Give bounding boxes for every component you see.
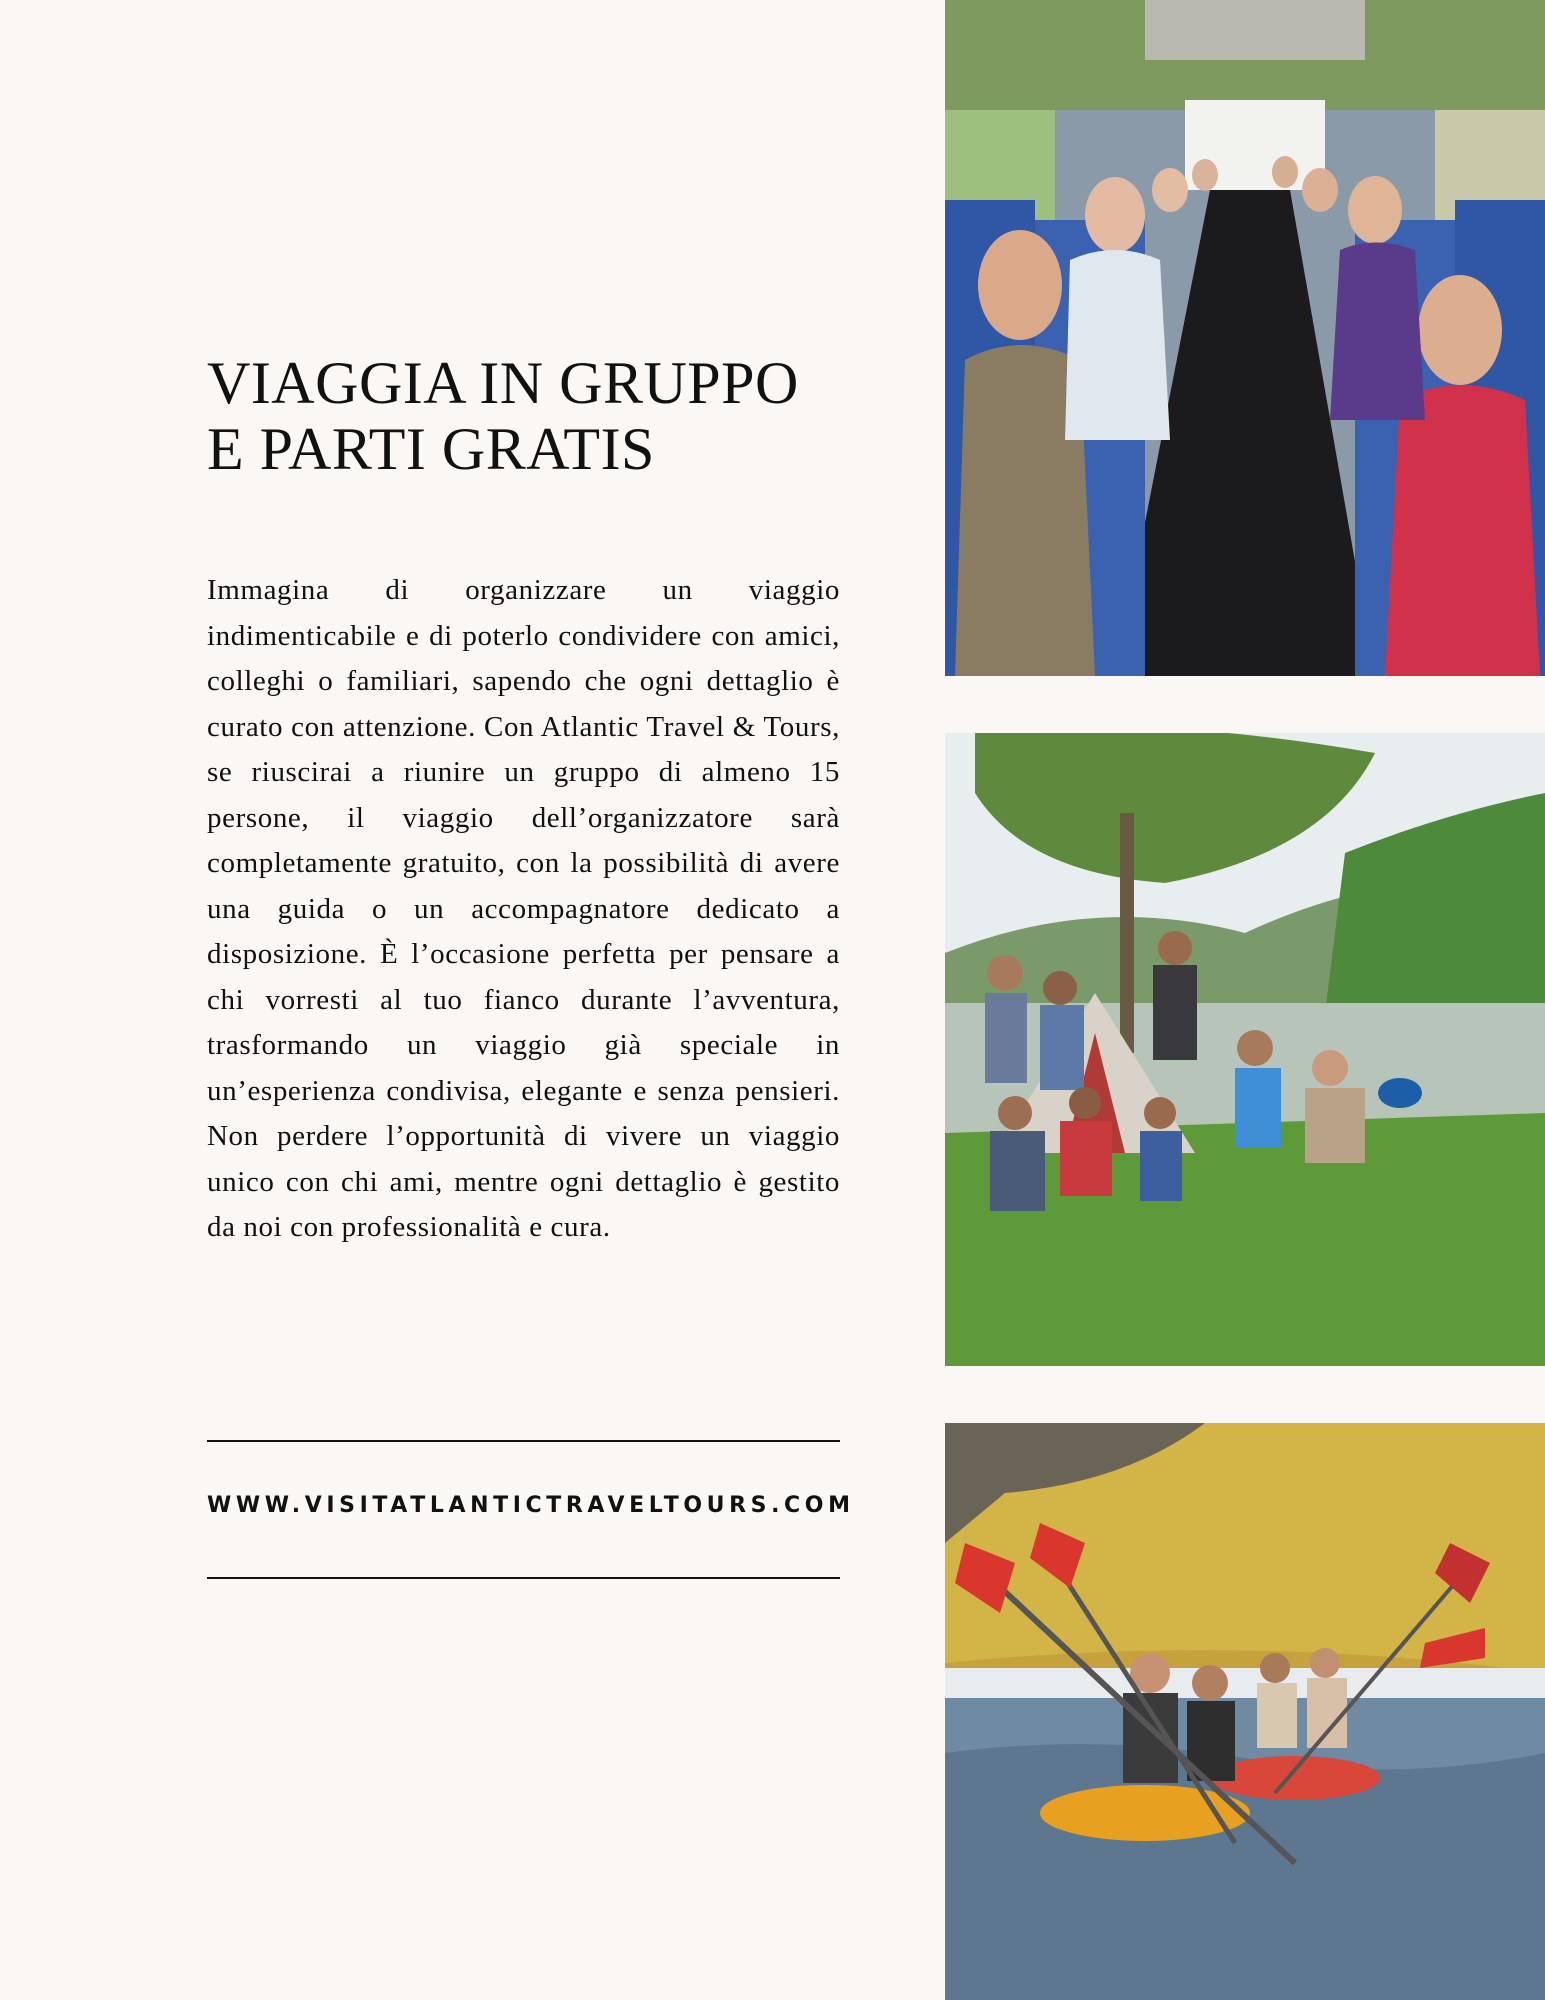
camping-group-photo bbox=[945, 733, 1545, 1366]
website-url: WWW.VISITATLANTICTRAVELTOURS.COM bbox=[207, 1493, 855, 1518]
bus-group-photo bbox=[945, 0, 1545, 676]
body-paragraph: Immagina di organizzare un viaggio indimenticabile e di poterlo condividere con amici, colleghi o familiari, sapendo che ogni dettaglio è curato con attenzione. Con Atlantic Travel & Tours, se riuscirai a riunire un gruppo di almeno 15 persone, il viaggio dell’organizzatore sarà completamente gratuito, con la possibilità di avere una guida o un accompagnatore dedicato a disposizione. È l’occasione perfetta per pensare a chi vorresti al tuo fianco durante l’avventura, trasformando un viaggio già speciale in un’esperienza condivisa, elegante e senza pensieri. Non perdere l’opportunità di vivere un viaggio unico con chi ami, mentre ogni dettaglio è gestito da noi con professionalità e cura. bbox=[207, 574, 840, 1243]
divider-top bbox=[207, 1440, 840, 1442]
title-line-1: VIAGGIA IN GRUPPO bbox=[207, 350, 799, 416]
page-title bbox=[207, 350, 847, 482]
title-line-2: E PARTI GRATIS bbox=[207, 416, 655, 482]
divider-bottom bbox=[207, 1577, 840, 1579]
kayaking-group-photo bbox=[945, 1423, 1545, 2000]
